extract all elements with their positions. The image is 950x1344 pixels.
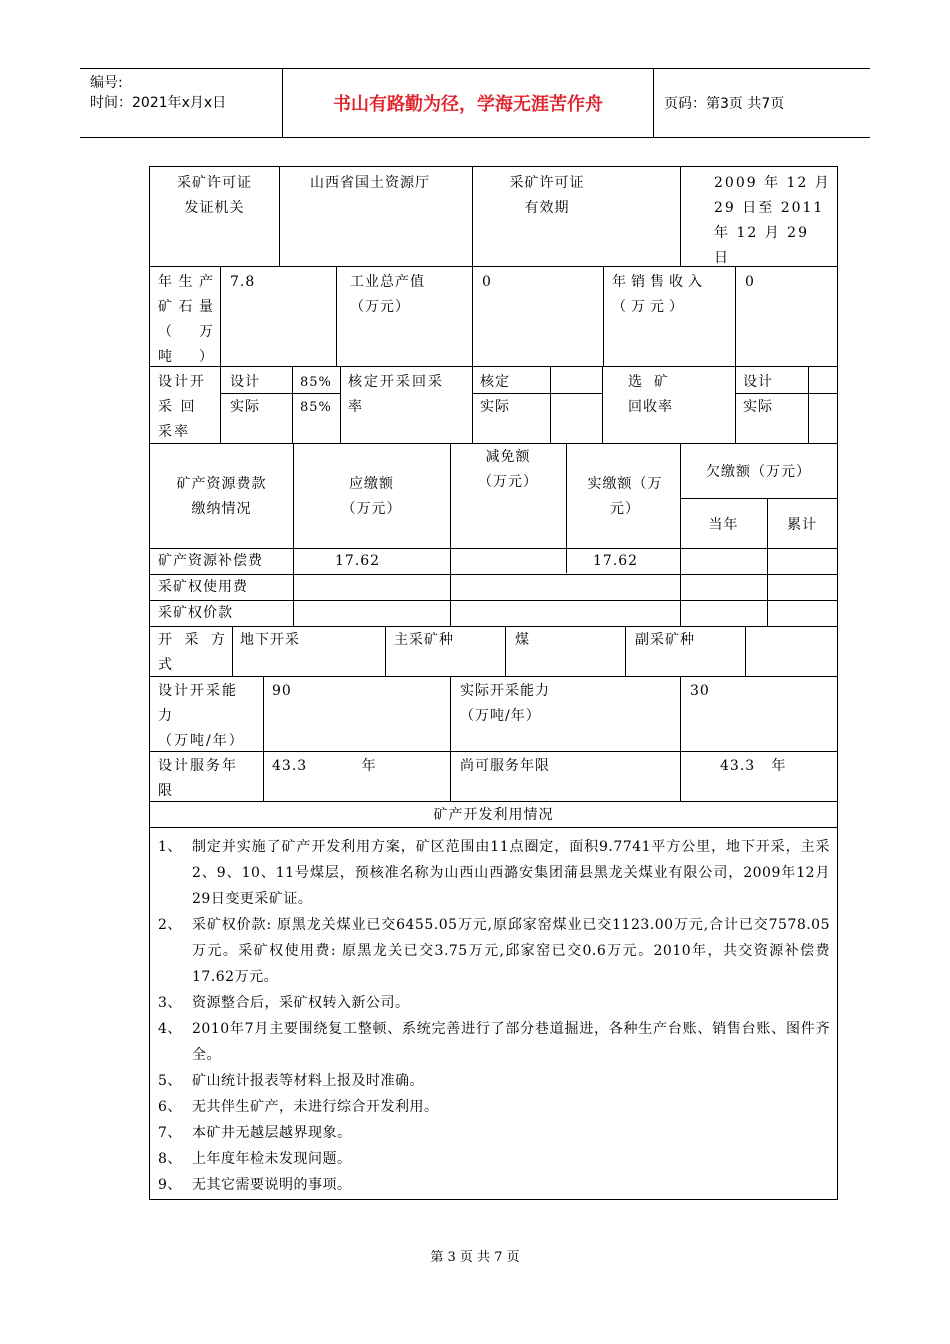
list-item: 5、 矿山统计报表等材料上报及时准确。 [158,1073,424,1089]
paid-label: 实缴额（万 元） [587,476,663,517]
method-value: 地下开采 [240,632,300,648]
remaining-life-value: 43.3 年 [720,758,787,774]
design-sub: 设计 [230,374,260,390]
fee-row-label: 采矿权价款 [158,605,233,621]
sales-value: 0 [745,274,755,290]
sales-label: 年销售收入 （万元） [612,274,707,315]
header-meta [80,69,283,137]
reduced-label: 减免额 （万元） [478,449,538,490]
verified-actual-sub: 实际 [480,399,510,415]
dressing-actual-sub: 实际 [743,399,773,415]
secondary-mineral-label: 副采矿种 [635,632,695,648]
list-item: 1、 制定并实施了矿产开发利用方案，矿区范围由11点圈定，面积9.7741平方公里，地下开采，主采2、9、10、11号煤层，预核准名称为山西山西潞安集团蒲县黑龙关煤业有限公司，2009年12月29日变更采矿证。 [158,839,830,907]
list-item: 3、 资源整合后，采矿权转入新公司。 [158,995,410,1011]
development-notes [158,834,830,1198]
verified-rate-label: 核定开采回采 率 [348,374,444,415]
owed-current-label: 当年 [708,517,739,533]
service-life-label: 设计服务年 限 [158,758,238,799]
fee-row-due: 17.62 [335,553,381,569]
owed-total-label: 累计 [787,517,817,533]
motto: 书山有路勤为径，学海无涯苦作舟 [283,69,654,137]
verified-sub: 核定 [480,374,510,390]
fee-row-label: 矿产资源补偿费 [158,553,263,569]
fee-row-label: 采矿权使用费 [158,579,248,595]
time-label: 时间：2021年x月x日 [90,95,227,111]
validity-label: 采矿许可证 有效期 [509,175,585,216]
main-mineral-label: 主采矿种 [394,632,454,648]
dressing-design-sub: 设计 [743,374,773,390]
design-value: 85% [300,375,332,390]
output-value: 7.8 [230,274,256,290]
fee-row-paid: 17.62 [593,553,639,569]
issuer-label: 采矿许可证 发证机关 [177,175,252,216]
design-capacity-label: 设计开采能 力 （万吨/年） [158,683,245,749]
output-label: 年生产 矿石量 （ 万 吨） [158,274,214,365]
list-item: 6、 无共伴生矿产，未进行综合开发利用。 [158,1099,439,1115]
industry-value: 0 [482,274,492,290]
validity-value: 2009 年 12 月 29 日至 2011 年 12 月 29 日 [714,175,831,266]
actual-value: 85% [300,400,332,415]
owed-label: 欠缴额（万元） [706,464,811,480]
report-table [149,166,838,1200]
issuer-value: 山西省国土资源厅 [310,175,430,191]
number-label: 编号: [90,75,123,91]
design-capacity-value: 90 [272,683,292,699]
actual-sub: 实际 [230,399,260,415]
list-item: 8、 上年度年检未发现问题。 [158,1151,352,1167]
list-item: 9、 无其它需要说明的事项。 [158,1177,352,1193]
list-item: 4、 2010年7月主要围绕复工整顿、系统完善进行了部分巷道掘进，各种生产台账、销售台账、图件齐全。 [158,1021,830,1063]
fees-section-label: 矿产资源费款 缴纳情况 [176,476,267,517]
due-label: 应缴额 （万元） [341,476,402,517]
list-item: 2、 采矿权价款: 原黑龙关煤业已交6455.05万元,原邱家窑煤业已交1123.00万元,合计已交7578.05万元。采矿权使用费: 原黑龙关已交3.75万元,邱家窑已交0.6万元。2010年，共交资源补偿费17.62万元。 [158,917,830,985]
dressing-rate-label: 选 矿 回收率 [628,374,673,415]
industry-label: 工业总产值 （万元） [350,274,425,315]
actual-capacity-label: 实际开采能力 （万吨/年） [460,683,550,724]
design-rate-label: 设计开 采 回 采率 [158,374,206,440]
remaining-life-label: 尚可服务年限 [460,758,550,774]
development-title: 矿产开发利用情况 [433,807,554,823]
method-label: 开 采 方 式 [158,632,226,673]
actual-capacity-value: 30 [690,683,710,699]
page-header [80,68,870,138]
service-life-value: 43.3 年 [272,758,377,774]
page-info: 页码：第3页 共7页 [664,96,785,112]
page-footer: 第 3 页 共 7 页 [430,1250,520,1265]
list-item: 7、 本矿井无越层越界现象。 [158,1125,352,1141]
main-mineral-value: 煤 [515,632,530,648]
